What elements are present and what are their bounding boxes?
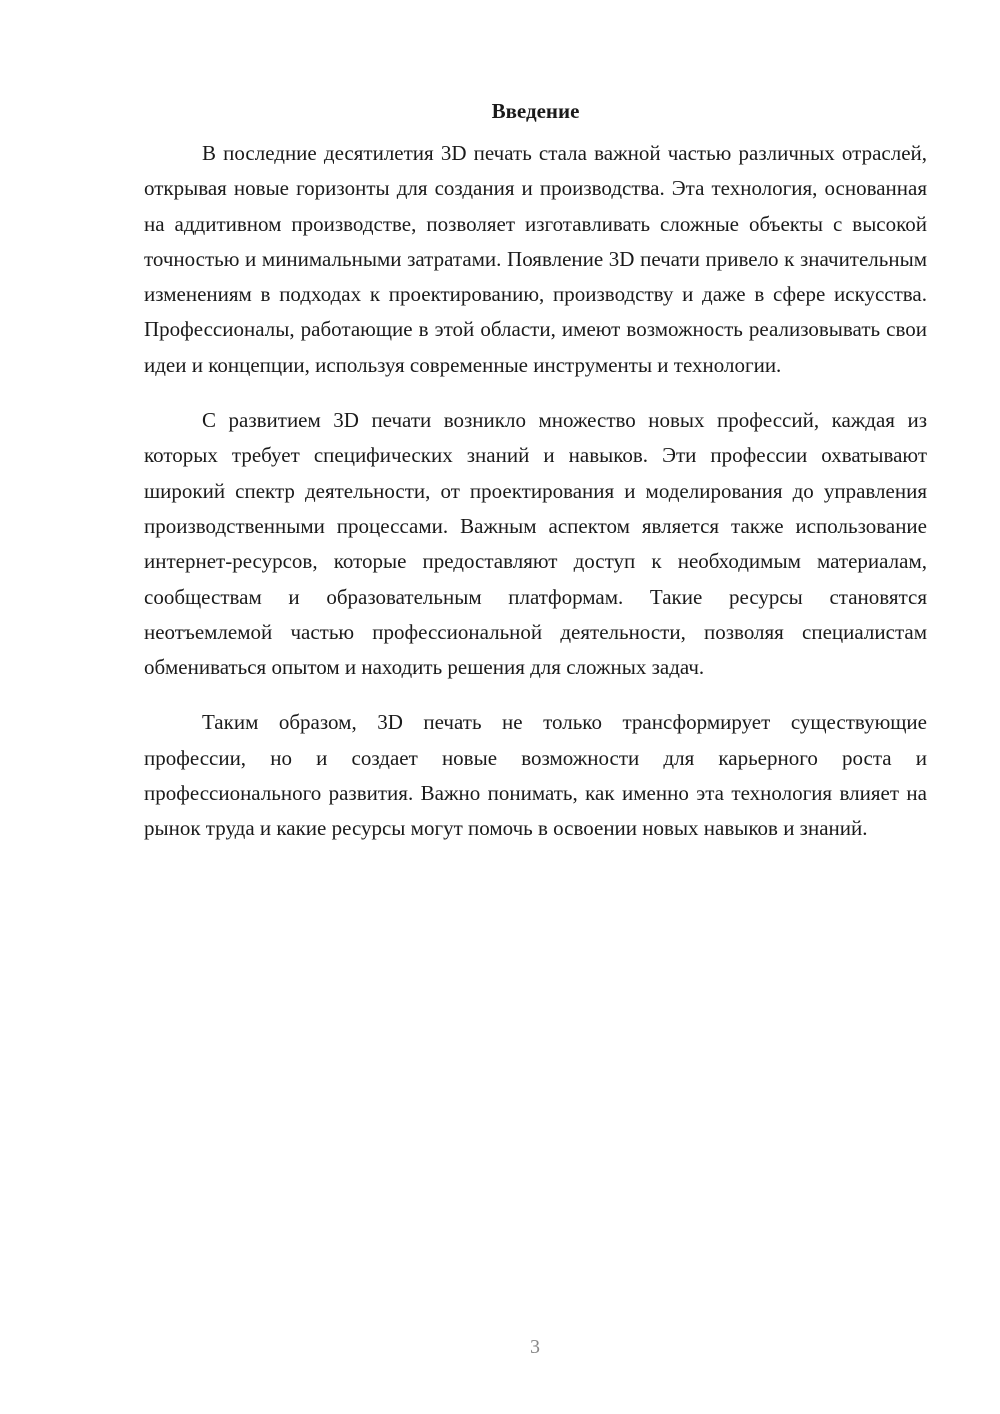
paragraph-3: Таким образом, 3D печать не только трансформирует существующие профессии, но и создает новые возможности для карьерного роста и профессионального развития. Важно понимать, как именно эта технология влияет на рынок труда и какие ресурсы могут помочь в освоении новых навыков и знаний. xyxy=(144,710,927,841)
section-heading: Введение xyxy=(491,99,580,123)
paragraph-2: С развитием 3D печати возникло множество новых профессий, каждая из которых требует специфических знаний и навыков. Эти профессии охватывают широкий спектр деятельности, от проектирования и моделирования до управления производственными процессами. Важным аспектом является также использование интернет-ресурсов, которые предоставляют доступ к необходимым материалам, сообществам и образовательным платформам. Такие ресурсы становятся неотъемлемой частью профессиональной деятельности, позволяя специалистам обмениваться опытом и находить решения для сложных задач. xyxy=(144,408,927,680)
page-content xyxy=(144,96,927,867)
page-number: 3 xyxy=(530,1336,540,1358)
paragraph-1: В последние десятилетия 3D печать стала важной частью различных отраслей, открывая новые горизонты для создания и производства. Эта технология, основанная на аддитивном производстве, позволяет изготавливать сложные объекты с высокой точностью и минимальными затратами. Появление 3D печати привело к значительным изменениям в подходах к проектированию, производству и даже в сфере искусства. Профессионалы, работающие в этой области, имеют возможность реализовывать свои идеи и концепции, используя современные инструменты и технологии. xyxy=(144,141,927,377)
